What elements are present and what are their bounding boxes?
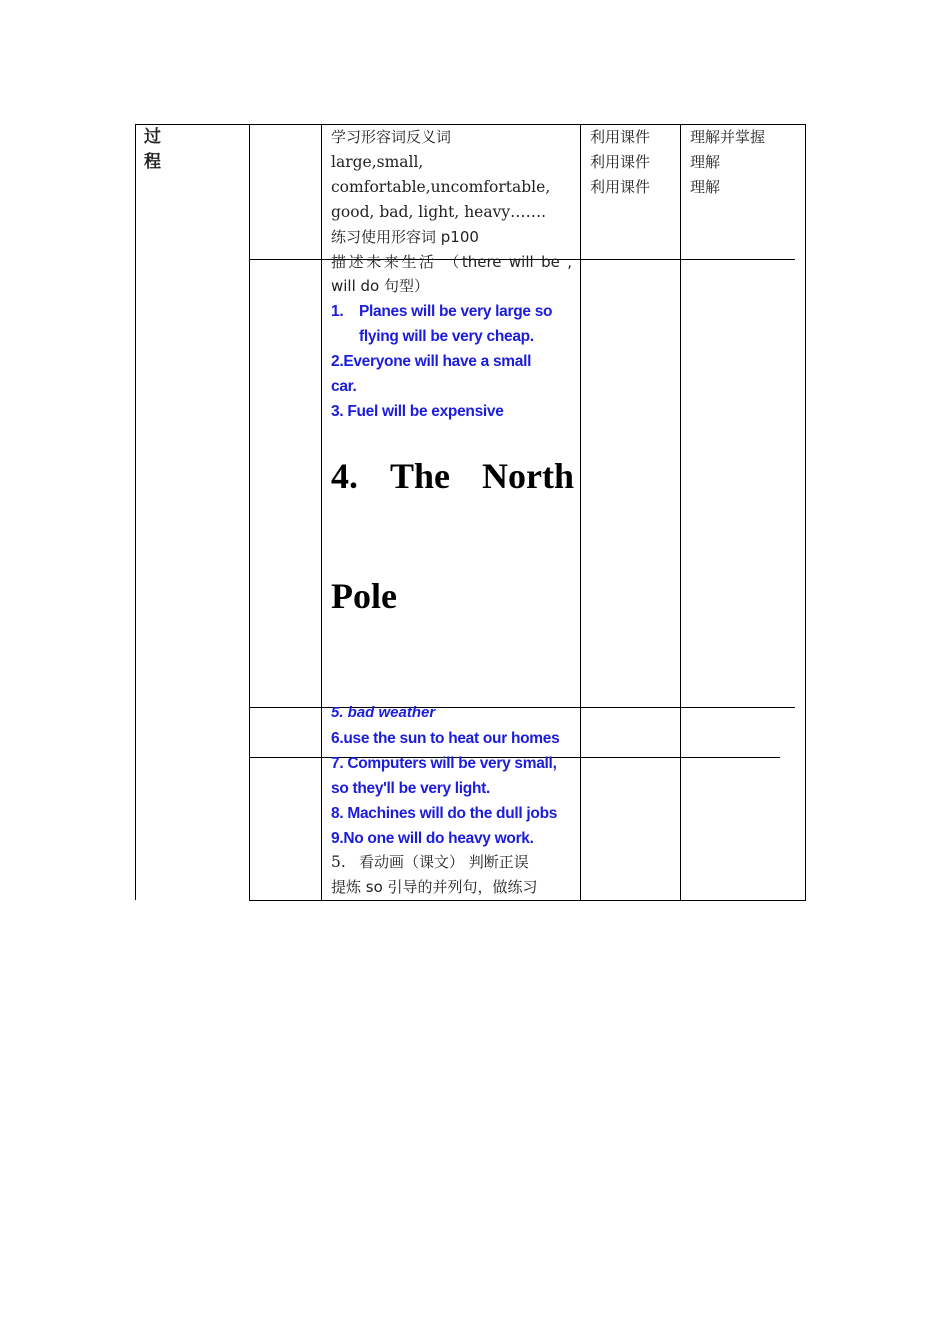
big-item4-word-north: North [482, 456, 574, 496]
row2-intro-line2: will do 句型） [331, 277, 430, 295]
item7-line1: 7. Computers will be very small, [331, 755, 557, 772]
row1-content-line5: 练习使用形容词 p100 [331, 228, 479, 246]
item2-line2: car. [331, 378, 357, 395]
row1-content-line1: 学习形容词反义词 [331, 128, 452, 146]
step5-number: 5. [331, 853, 346, 871]
column-divider-1 [249, 124, 250, 901]
process-label-2: 程 [144, 152, 161, 172]
row1-goal-line1: 理解并掌握 [690, 128, 766, 146]
row1-goal-line3: 理解 [690, 178, 721, 196]
row1-method-line2: 利用课件 [590, 153, 651, 171]
table-left-border [135, 124, 136, 900]
big-item4-number: 4. [331, 456, 358, 496]
big-item4-word-the: The [390, 456, 451, 496]
item8: 8. Machines will do the dull jobs [331, 805, 558, 822]
item7-line2: so they'll be very light. [331, 780, 490, 797]
row1-content-line3: comfortable,uncomfortable, [331, 178, 551, 196]
column-divider-2 [321, 124, 322, 901]
row1-method-line1: 利用课件 [590, 128, 651, 146]
table-bottom-border [249, 900, 806, 901]
step5-text: 看动画（课文） 判断正误 [359, 853, 529, 871]
row1-goal-line2: 理解 [690, 153, 721, 171]
item3: 3. Fuel will be expensive [331, 403, 504, 420]
row1-method-line3: 利用课件 [590, 178, 651, 196]
item1-line2: flying will be very cheap. [359, 328, 534, 345]
process-label-1: 过 [144, 127, 161, 147]
column-divider-3 [580, 124, 581, 901]
item9: 9.No one will do heavy work. [331, 830, 534, 847]
column-divider-4 [680, 124, 681, 901]
row2-intro-line1: 描述未来生活 （there will be , [331, 253, 572, 271]
item2-line1: 2.Everyone will have a small [331, 353, 532, 370]
item1-line1: Planes will be very large so [359, 303, 553, 320]
item6: 6.use the sun to heat our homes [331, 730, 560, 747]
row1-content-line2: large,small, [331, 153, 424, 171]
table-right-border [805, 124, 806, 901]
item5: 5. bad weather [331, 704, 436, 721]
item1-number: 1. [331, 303, 344, 320]
step5-line2: 提炼 so 引导的并列句，做练习 [331, 878, 538, 896]
big-item4-word-pole: Pole [331, 576, 397, 616]
row1-content-line4: good, bad, light, heavy……. [331, 203, 547, 221]
